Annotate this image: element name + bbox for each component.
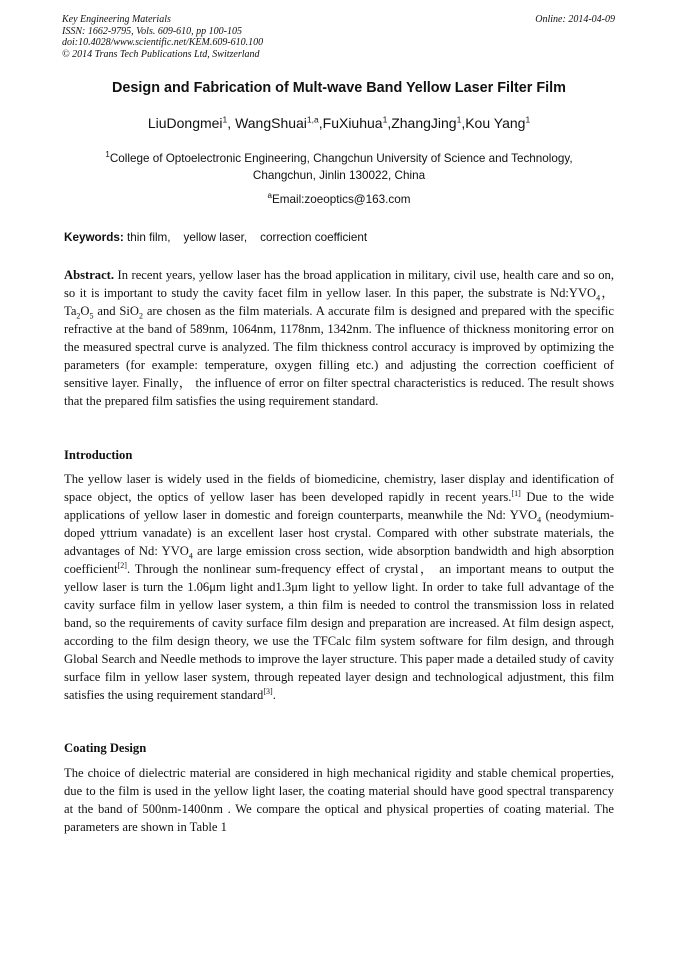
keywords-list: thin film, yellow laser, correction coefficient	[127, 231, 368, 244]
author-name: ZhangJing	[391, 115, 457, 131]
intro-text: .	[272, 688, 276, 702]
subscript: 2	[76, 311, 81, 321]
abstract-text: are chosen as the film materials. A accurate film is designed and prepared with the specific refractive at the band of 589nm, 1064nm, 1178nm, 1342nm. The influence of thickness monitoring error on the measured spectral curve is analyzed. The film thickness control accuracy is improved by optimizing the parameters (for example: temperature, oxygen filling etc.) and adjusting the correction coefficient of sensitive layer. Finally， the influence of error on filter spectral characteristics is reduced. The result shows that the prepared film satisfies the using requirement standard.	[64, 304, 615, 408]
citation[interactable]: [3]	[263, 686, 273, 696]
doi-line: doi:10.4028/www.scientific.net/KEM.609-610.100	[62, 37, 264, 49]
abstract	[64, 266, 614, 410]
author-name: Kou Yang	[465, 115, 526, 131]
intro-text: Due to the wide applications of yellow laser in domestic and foreign counterparts, meanwhile the Nd: YVO	[64, 490, 614, 522]
author-affiliation-mark: 1	[456, 114, 462, 125]
journal-name: Key Engineering Materials	[62, 14, 171, 25]
email	[40, 193, 638, 206]
copyright-line: © 2014 Trans Tech Publications Ltd, Switzerland	[62, 48, 260, 60]
email-address[interactable]: Email:zoeoptics@163.com	[271, 193, 411, 206]
email-mark: a	[267, 191, 272, 201]
abstract-text: In recent years, yellow laser has the broad application in military, civil use, health care and so on, so it is important to study the cavity facet film in yellow laser. In this paper, the substrate is Nd:YVO	[64, 268, 614, 300]
introduction-paragraph	[64, 470, 614, 704]
online-date: Online: 2014-04-09	[535, 14, 615, 25]
affiliation-line-2: Changchun, Jinlin 130022, China	[252, 169, 426, 182]
keywords	[64, 231, 614, 244]
affiliation-line-1: College of Optoelectronic Engineering, Changchun University of Science and Technology,	[109, 152, 573, 165]
journal-header	[62, 14, 615, 60]
affiliation-mark: 1	[105, 150, 110, 160]
abstract-text: ， Ta	[64, 286, 614, 318]
coating-design-heading: Coating Design	[64, 741, 147, 755]
author-name: LiuDongmei	[147, 115, 223, 131]
subscript: 4	[537, 515, 542, 525]
introduction-heading: Introduction	[64, 448, 133, 462]
abstract-text: O	[80, 304, 90, 318]
abstract-label: Abstract.	[64, 268, 115, 282]
subscript: 2	[139, 311, 143, 321]
author-affiliation-mark: 1	[222, 114, 228, 125]
subscript: 4	[188, 551, 193, 561]
author-affiliation-mark: 1,a	[306, 114, 319, 125]
intro-text: . Through the nonlinear sum-frequency effect of crystal， an important means to output the yellow laser is turn the 1.06μm light and1.3μm light to yellow light. In order to take full advantage of the cavity surface film in yellow laser system, a thin film is needed to control the transmission loss in related band, so the requirements of cavity surface film design and preparation are increased. At film design aspect, according to the film design theory, we use the TFCalc film system software for film design, and through Global Search and Needle methods to improve the layer structure. This paper made a detailed study of cavity surface film in yellow laser system, through repeated layer design and technological adjustment, this film satisfies the using requirement standard	[64, 562, 614, 702]
abstract-text: and SiO	[93, 304, 139, 318]
intro-text: The yellow laser is widely used in the fields of biomedicine, chemistry, laser display and identification of space object, the optics of yellow laser has been developed rapidly in recent years.	[64, 472, 614, 504]
citation[interactable]: [2]	[117, 560, 127, 570]
citation[interactable]: [1]	[511, 488, 521, 498]
affiliation	[70, 150, 608, 184]
intro-text: are large emission cross section, wide absorption bandwidth and high absorption coefficient	[64, 544, 615, 576]
subscript: 4	[596, 293, 601, 303]
author-name: WangShuai	[235, 115, 307, 131]
author-list: LiuDongmei$^1$, WangShuai$^{1,a}$,FuXiuhua$^1$,ZhangJing$^1$,Kou Yang$^1$	[147, 114, 531, 131]
intro-text: (neodymium-doped yttrium vanadate) is an excellent laser host crystal. Compared with other substrate materials, the advantages of Nd: YVO	[64, 508, 614, 558]
author-affiliation-mark: 1	[525, 114, 531, 125]
author-affiliation-mark: 1	[382, 114, 388, 125]
paper-title: Design and Fabrication of Mult-wave Band Yellow Laser Filter Film	[112, 80, 566, 96]
keywords-label: Keywords:	[64, 231, 124, 244]
issn-line: ISSN: 1662-9795, Vols. 609-610, pp 100-105	[62, 25, 242, 37]
subscript: 5	[89, 311, 94, 321]
coating-design-paragraph: The choice of dielectric material are considered in high mechanical rigidity and stable chemical properties, due to the film is used in the yellow light laser, the coating material should have good spectral transparency at the band of 500nm-1400nm . We compare the optical and physical properties of coating material. The parameters are shown in Table 1	[64, 766, 614, 834]
author-name: FuXiuhua	[322, 115, 383, 131]
